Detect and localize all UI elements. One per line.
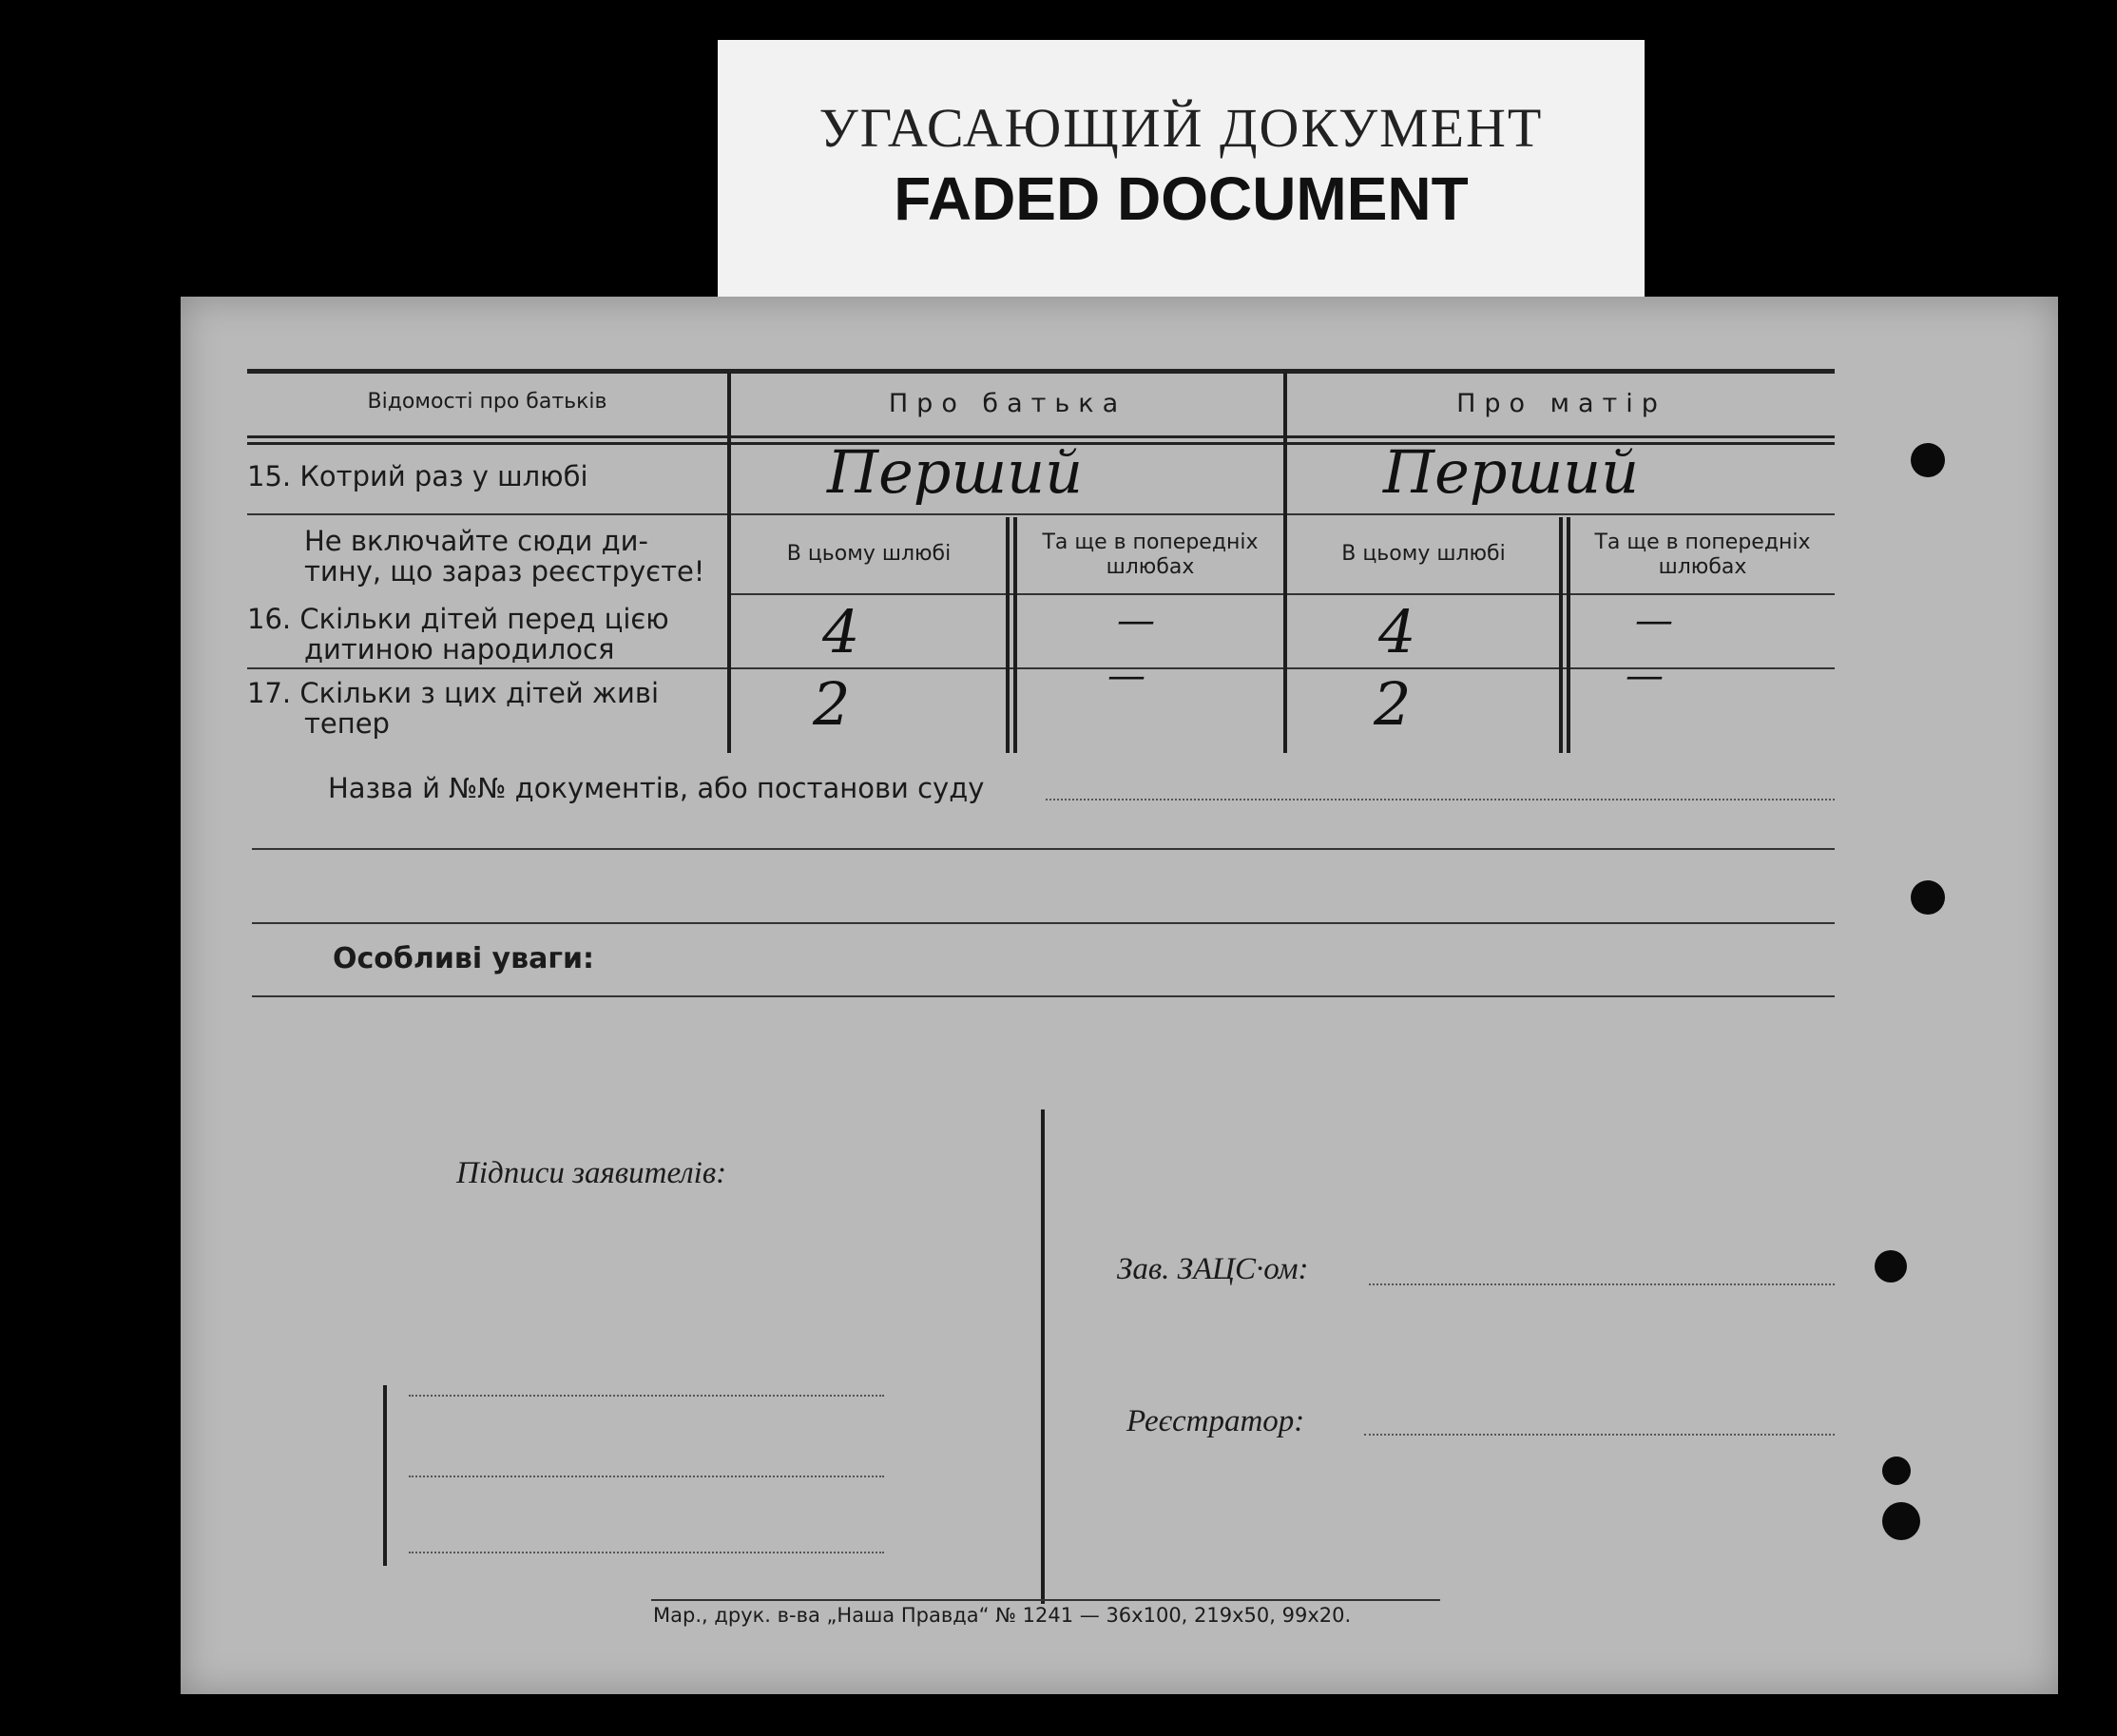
documents-label: Назва й №№ документів, або постанови суду (328, 772, 985, 804)
form-sheet (181, 297, 2058, 1694)
col-divider-2 (1283, 373, 1287, 753)
punch-hole (1882, 1502, 1920, 1540)
header-parents-info: Відомості про батьків (367, 390, 607, 414)
signature-divider (1041, 1109, 1045, 1604)
documents-line-2 (252, 848, 1835, 850)
note-line-1: Не включайте сюди ди- (304, 525, 648, 557)
label-title-en: FADED DOCUMENT (894, 164, 1469, 233)
documents-dotted-line (1046, 799, 1835, 800)
special-notes-line (252, 995, 1835, 997)
zags-head-label: Зав. ЗАЦС·ом: (1117, 1252, 1309, 1286)
applicant-bracket (383, 1385, 387, 1566)
row16-mother-prev: — (1635, 599, 1673, 643)
punch-hole (1882, 1456, 1911, 1485)
applicant-sign-line-1 (409, 1395, 884, 1397)
row16-label-1: 16. Скільки дітей перед цією (247, 603, 669, 635)
row17-mother-prev: — (1626, 654, 1664, 698)
header-father: Про батька (888, 389, 1127, 418)
punch-hole (1875, 1250, 1907, 1283)
footer-rule (651, 1599, 1440, 1601)
mother-prev-marriages-2: шлюбах (1658, 555, 1747, 579)
applicant-sign-line-3 (409, 1552, 884, 1553)
punch-hole (1911, 880, 1945, 915)
father-prev-marriages-2: шлюбах (1106, 555, 1195, 579)
row17-mother-this: 2 (1374, 669, 1412, 739)
row15-mother-value: Перший (1383, 437, 1640, 507)
registrar-label: Реєстратор: (1126, 1404, 1305, 1438)
mother-this-marriage: В цьому шлюбі (1341, 542, 1506, 566)
header-mother: Про матір (1456, 389, 1666, 418)
row16-mother-this: 4 (1378, 597, 1416, 666)
row16-rule (247, 667, 1835, 669)
row17-label-2: тепер (304, 707, 390, 740)
zags-head-sign-line (1369, 1283, 1835, 1285)
father-prev-marriages-1: Та ще в попередніх (1042, 530, 1259, 554)
row16-father-prev: — (1117, 599, 1155, 643)
registrar-sign-line (1364, 1434, 1835, 1436)
table-top-rule (247, 369, 1835, 374)
printer-imprint: Мар., друк. в-ва „Наша Правда“ № 1241 — 36x100, 219x50, 99x20. (653, 1604, 1352, 1627)
mother-subcol-divider (1559, 517, 1563, 753)
label-title-ru: УГАСАЮЩИЙ ДОКУМЕНТ (818, 97, 1544, 159)
row17-father-this: 2 (813, 669, 851, 739)
special-notes-label: Особливі уваги: (333, 942, 595, 975)
mother-prev-marriages-1: Та ще в попередніх (1594, 530, 1811, 554)
father-this-marriage: В цьому шлюбі (786, 542, 952, 566)
row15-father-value: Перший (827, 437, 1084, 507)
row15-label: 15. Котрий раз у шлюбі (247, 460, 588, 492)
row16-father-this: 4 (822, 597, 860, 666)
subheader-rule (727, 593, 1835, 595)
punch-hole (1911, 443, 1945, 477)
faded-document-label (718, 40, 1645, 297)
row15-rule (247, 513, 1835, 515)
applicant-sign-line-2 (409, 1476, 884, 1477)
applicants-signatures-label: Підписи заявителів: (456, 1156, 727, 1190)
father-subcol-divider (1006, 517, 1010, 753)
row17-father-prev: — (1107, 654, 1145, 698)
row17-label-1: 17. Скільки з цих дітей живі (247, 677, 660, 709)
row16-label-2: дитиною народилося (304, 633, 615, 665)
col-divider-1 (727, 373, 731, 753)
documents-line-3 (252, 922, 1835, 924)
note-line-2: тину, що зараз реєструєте! (304, 555, 705, 588)
